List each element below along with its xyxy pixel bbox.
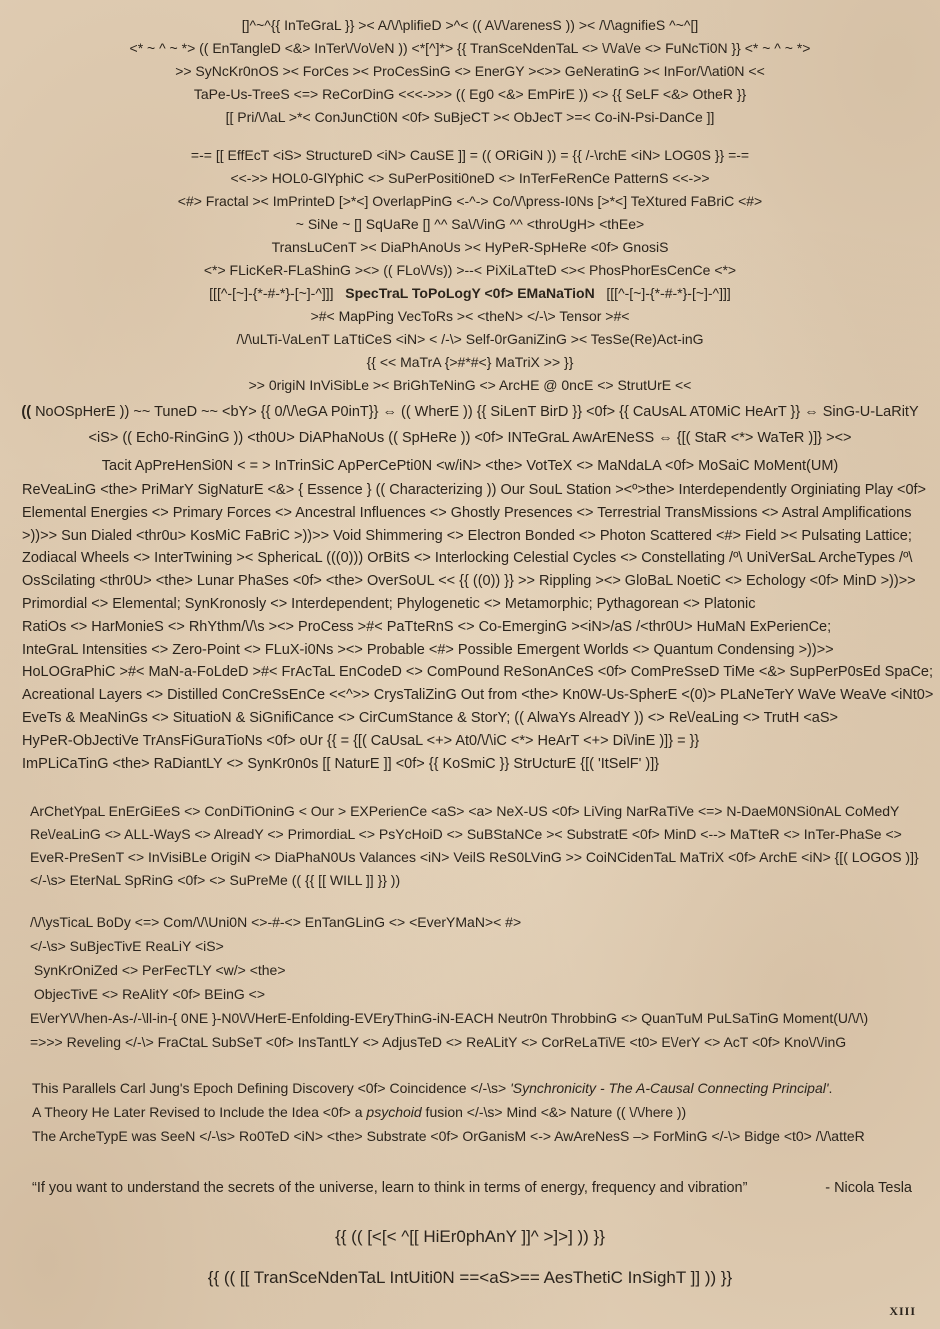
- poem-line: <#> Fractal >< ImPrinteD [>*<] OverlapPinG <-^-> Co/\/\press-I0Ns [>*<] TeXtured FaBriC <#>: [177, 193, 763, 209]
- paragraph-line: SynKrOniZed <> PerFecTLY <w/> <the>: [30, 962, 286, 978]
- poem-line: ~ SiNe ~ [] SqUaRe [] ^^ Sa\/\/inG ^^ <throUgH> <thEe>: [295, 216, 645, 232]
- psychoid-term: psychoid: [366, 1104, 422, 1120]
- paragraph-line: InteGraL Intensities <> Zero-Point <> FLuX-i0Ns ><> Probable <#> Possible Emergent Worlds <> Quantum Condensing >))>>: [22, 641, 834, 658]
- synchronicity-title: 'Synchronicity - The A-Causal Connecting Principal': [510, 1080, 829, 1096]
- bracket-left: [[[^-[~]-{*-#-*}-[~]-^]]]: [209, 285, 334, 301]
- paragraph-line: EveR-PreSenT <> InVisiBLe OrigiN <> DiaPhaN0Us Valances <iN> VeilS ReS0LVinG >> CoiNCidenTaL MaTriX <0f> ArchE <iN> {[( LOGOS )]}: [30, 849, 919, 865]
- paragraph-line: The ArcheTypE was SeeN </-\s> Ro0TeD <iN> <the> Substrate <0f> OrGanisM <-> AwAreNesS –> ForMinG </-\> Bidge <t0> /\/\atteR: [32, 1128, 865, 1144]
- paragraph-line: Elemental Energies <> Primary Forces <> Ancestral Influences <> Ghostly Presences <> Terrestrial TransMissions <> Astral Amplifications: [22, 504, 912, 521]
- jung-paragraph: [32, 1076, 922, 1148]
- noosphere-lead: ((: [21, 404, 32, 420]
- paragraph-line: [32, 1076, 922, 1100]
- paragraph-line: E\/erY\/\/hen-As-/-\ll-in-{ 0NE }-N0\/\/HerE-Enfolding-EVEryThinG-iN-EACH Neutr0n ThrobbinG <> QuanTuM PuLSaTinG Moment(U/\/\): [30, 1010, 869, 1026]
- paragraph-line: Primordial <> Elemental; SynKronosly <> Interdependent; Phylogenetic <> Metamorphic; Pythagorean <> Platonic: [22, 595, 756, 612]
- jung-text: This Parallels Carl Jung's Epoch Defining Discovery <0f> Coincidence </-\s>: [32, 1080, 511, 1096]
- paragraph-line: HoLOGraPhiC >#< MaN-a-FoLdeD >#< FrAcTaL EnCodeD <> ComPound ReSonAnCeS <0f> ComPreSseD TiMe <&> SupPerP0sEd SpaCe;: [22, 664, 934, 681]
- paragraph-line: Re\/eaLinG <> ALL-WayS <> AlreadY <> PrimordiaL <> PsYcHoiD <> SuBStaNCe >< SubstratE <0f> MinD <--> MaTteR <> InTer-PhaSe <>: [30, 826, 902, 842]
- noosphere-line: Tacit ApPreHenSi0N < = > InTrinSiC ApPerCePti0N <w/iN> <the> VotTeX <> MaNdaLA <0f> MoSaiC MoMent(UM): [101, 458, 839, 474]
- paragraph-line: ArChetYpaL EnErGiEeS <> ConDiTiOninG < Our > EXPerienCe <aS> <a> NeX-US <0f> LiVing NarRaTiVe <=> N-DaeM0NSi0nAL CoMedY: [30, 803, 900, 819]
- paragraph-line: </-\s> SuBjecTivE ReaLiY <iS>: [30, 938, 224, 954]
- noosphere-line: [0, 399, 940, 425]
- paragraph-line: [32, 1100, 922, 1124]
- jung-text: A Theory He Later Revised to Include the Idea <0f> a: [32, 1104, 367, 1120]
- paragraph-line: Zodiacal Wheels <> InterTwining >< SphericaL (((0))) OrBitS <> Interlocking Celestial Cycles <> Constellating /º\ UniVerSaL ArcheTypes /º\: [22, 550, 913, 567]
- archetypal-paragraph: [30, 800, 920, 892]
- paragraph-line: </-\s> EterNaL SpRinG <0f> <> SuPreMe (( {{ [[ WILL ]] }} )): [30, 872, 401, 888]
- header-line: []^~^{{ InTeGraL }} >< A/\/\plifieD >^< (( A\/\/arenesS )) >< /\/\agnifieS ^~^[]: [241, 17, 699, 33]
- poem-line: {{ << MaTrA {>#*#<} MaTriX >> }}: [366, 354, 574, 370]
- poem-line: <<->> HOL0-GlYphiC <> SuPerPositi0neD <> InTerFeRenCe PatternS <<->>: [230, 170, 710, 186]
- paragraph-line: RatiOs <> HarMonieS <> RhYthm/\/\s ><> ProCess >#< PaTteRnS <> Co-EmerginG ><iN>/aS /<thr0U> HuMaN ExPerienCe;: [22, 618, 832, 635]
- header-line: <* ~ ^ ~ *> (( EnTangleD <&> InTer\/\/o\/eN )) <*[^]*> {{ TranSceNdenTaL <> \/\/a\/e <> FuNcTi0N }} <* ~ ^ ~ *>: [129, 40, 811, 56]
- poem-line: >#< MapPing VecToRs >< <theN> </-\> Tensor >#<: [310, 308, 630, 324]
- paragraph-line: OsScilating <thr0U> <the> Lunar PhaSes <0f> <the> OverSoUL << {{ ((0)) }} >> Rippling ><> GloBaL NoetiC <> Echology <0f> MinD >))>>: [22, 573, 916, 590]
- poem-line: /\/\uLTi-\/aLenT LaTtiCeS <iN> < /-\> Self-0rGaniZinG >< TesSe(Re)Act-inG: [236, 331, 704, 347]
- paragraph-line: ReVeaLinG <the> PriMarY SigNaturE <&> { Essence } (( Characterizing )) Our SouL Station ><º>the> Interdependently Orginiating Play <0f>: [22, 482, 927, 498]
- paragraph-line: >))>> Sun Dialed <thr0u> KosMiC FaBriC >))>> Void Shimmering <> Electron Bonded <> Photon Scattered <#> Field >< Pulsating Lattice;: [22, 527, 912, 544]
- header-line: TaPe-Us-TreeS <=> ReCorDinG <<<->>> (( Eg0 <&> EmPirE )) <> {{ SeLF <&> OtheR }}: [193, 86, 747, 102]
- paragraph-line: EveTs & MeaNinGs <> SituatioN & SiGnifiCance <> CirCumStance & StorY; (( AlwaYs AlreadY )) <> Re\/eaLing <> TrutH <aS>: [22, 709, 839, 726]
- poem-line: >> 0rigiN InViSibLe >< BriGhTeNinG <> ArcHE @ 0ncE <> StrutUrE <<: [248, 377, 692, 393]
- header-line: >> SyNcKr0nOS >< ForCes >< ProCesSinG <> EnerGY ><>> GeNeratinG >< InFor/\/\ati0N <<: [175, 63, 765, 79]
- transcendental-intuition-line: {{ (( [[ TranSceNdenTaL IntUiti0N ==<aS>== AesThetiC InSighT ]] )) }}: [207, 1268, 733, 1287]
- quote-author: - Nicola Tesla: [825, 1180, 912, 1196]
- spectral-topology-line: [0, 282, 940, 305]
- paragraph-line: HyPeR-ObJectiVe TrAnsFiGuraTioNs <0f> oUr {{ = {[( CaUsaL <+> At0/\/\iC <*> HeArT <+> Di\/inE )]} = }}: [22, 732, 700, 749]
- poem-line: TransLuCenT >< DiaPhAnoUs >< HyPeR-SpHeRe <0f> GnosiS: [271, 239, 669, 255]
- centered-poem-block: [0, 144, 940, 397]
- noosphere-block: [0, 399, 940, 481]
- justified-paragraph: [22, 479, 934, 775]
- spectral-topology-title: SpecTraL ToPoLogY <0f> EMaNaTioN: [345, 285, 595, 301]
- punctuation: .: [828, 1080, 833, 1096]
- header-block: [0, 14, 940, 129]
- paragraph-line: ObjecTivE <> ReAlitY <0f> BEinG <>: [30, 986, 266, 1002]
- noosphere-line: <iS> (( Ech0-RinGinG )) <th0U> DiAPhaNoUs (( SpHeRe )) <0f> INTeGraL AwArENeSS ⇔ {[( StaR <*> WaTeR )]} ><>: [88, 430, 852, 446]
- poem-line: <*> FLicKeR-FLaShinG ><> (( FLo\/\/s)) >--< PiXiLaTteD <>< PhosPhorEsCenCe <*>: [203, 262, 737, 278]
- quote-text: “If you want to understand the secrets of the universe, learn to think in terms of energy, frequency and vibration”: [32, 1180, 748, 1196]
- poem-line: =-= [[ EffEcT <iS> StructureD <iN> CauSE ]] = (( ORiGiN )) = {{ /-\rchE <iN> LOG0S }} =-=: [190, 147, 750, 163]
- tesla-quote: [32, 1180, 912, 1196]
- bracket-right: [[[^-[~]-{*-#-*}-[~]-^]]]: [606, 285, 731, 301]
- jung-text: fusion </-\s> Mind <&> Nature (( \/\/here )): [421, 1104, 687, 1120]
- header-line: [[ Pri/\/\aL >*< ConJunCti0N <0f> SuBjeCT >< ObJecT >=< Co-iN-Psi-DanCe ]]: [225, 109, 715, 125]
- mystical-body-paragraph: [30, 910, 925, 1054]
- paragraph-line: =>>> Reveling </-\> FraCtaL SubSeT <0f> InsTantLY <> AdjusTeD <> ReALitY <> CorReLaTi\/E <t0> E\/erY <> AcT <0f> Kno\/\/inG: [30, 1034, 847, 1050]
- paragraph-line: Acreational Layers <> Distilled ConCreSsEnCe <<^>> CrysTaliZinG Out from <the> Kn0W-Us-SpherE <(0)> PLaNeTerY WaVe WeaVe <iNt0>: [22, 687, 934, 704]
- hierophany-line: {{ (( [<[< ^[[ HiEr0phAnY ]]^ >]>] )) }}: [335, 1227, 605, 1246]
- paragraph-line: /\/\ysTicaL BoDy <=> Com/\/\Uni0N <>-#-<> EnTanGLinG <> <EverYMaN>< #>: [30, 914, 522, 930]
- paragraph-line: ImPLiCaTinG <the> RaDiantLY <> SynKr0n0s [[ NaturE ]] <0f> {{ KoSmiC }} StrUcturE {[( 'ItSelF' )]}: [22, 755, 660, 772]
- page-number: XIII: [889, 1304, 916, 1318]
- noosphere-text: NoOSpHerE )) ~~ TuneD ~~ <bY> {{ 0/\/\eGA P0inT}} ⇔ (( WherE )) {{ SiLenT BirD }} <0f> {{ CaUsAL AT0MiC HeArT }} ⇔ SinG-U-LaRitY: [35, 404, 919, 420]
